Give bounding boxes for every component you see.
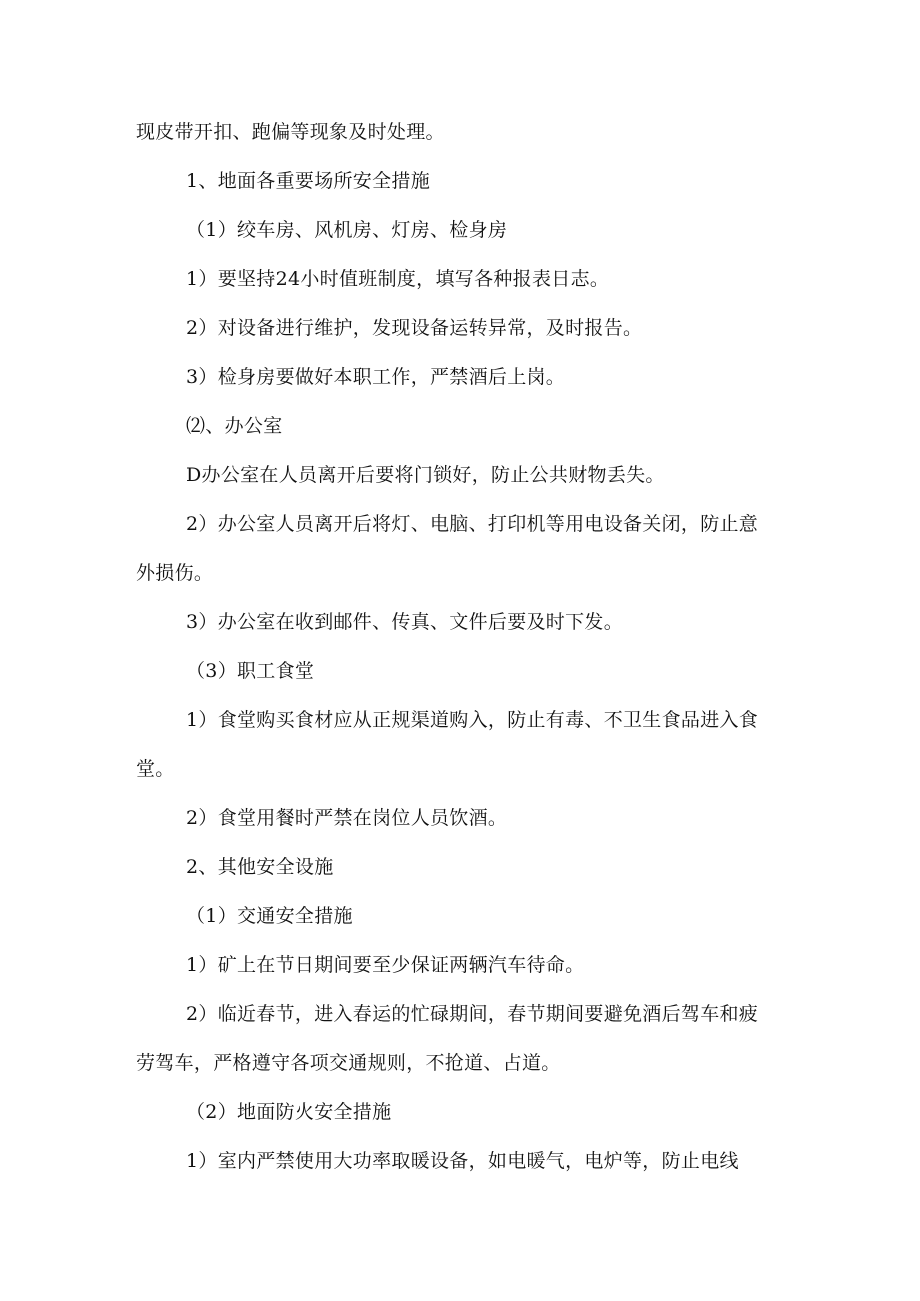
subsection-heading: （2）地面防火安全措施 [186,1101,392,1123]
text-line: 2）办公室人员离开后将灯、电脑、打印机等用电设备关闭，防止意 [186,513,759,535]
text-line: 2）临近春节，进入春运的忙碌期间，春节期间要避免酒后驾车和疲 [186,1003,759,1025]
text-line: 3）办公室在收到邮件、传真、文件后要及时下发。 [186,611,623,633]
text-line: D办公室在人员离开后要将门锁好，防止公共财物丢失。 [186,464,665,486]
subsection-heading: ⑵、办公室 [186,415,283,437]
subsection-heading: （3）职工食堂 [186,660,315,682]
text-line: 1）室内严禁使用大功率取暖设备，如电暖气，电炉等，防止电线 [186,1150,739,1172]
text-line: 外损伤。 [136,562,214,584]
section-heading: 1、地面各重要场所安全措施 [186,170,430,192]
text-line: 2）食堂用餐时严禁在岗位人员饮酒。 [186,807,508,829]
section-heading: 2、其他安全设施 [186,856,334,878]
text-line: 堂。 [136,758,175,780]
text-line: 3）检身房要做好本职工作，严禁酒后上岗。 [186,366,566,388]
text-line: 1）矿上在节日期间要至少保证两辆汽车待命。 [186,954,585,976]
text-line: 现皮带开扣、跑偏等现象及时处理。 [136,121,445,143]
text-line: 1）要坚持24小时值班制度，填写各种报表日志。 [186,268,610,290]
subsection-heading: （1）交通安全措施 [186,905,353,927]
text-line: 1）食堂购买食材应从正规渠道购入，防止有毒、不卫生食品进入食 [186,709,759,731]
text-line: 2）对设备进行维护，发现设备运转异常，及时报告。 [186,317,643,339]
subsection-heading: （1）绞车房、风机房、灯房、检身房 [186,219,508,241]
text-line: 劳驾车，严格遵守各项交通规则，不抢道、占道。 [136,1052,561,1074]
